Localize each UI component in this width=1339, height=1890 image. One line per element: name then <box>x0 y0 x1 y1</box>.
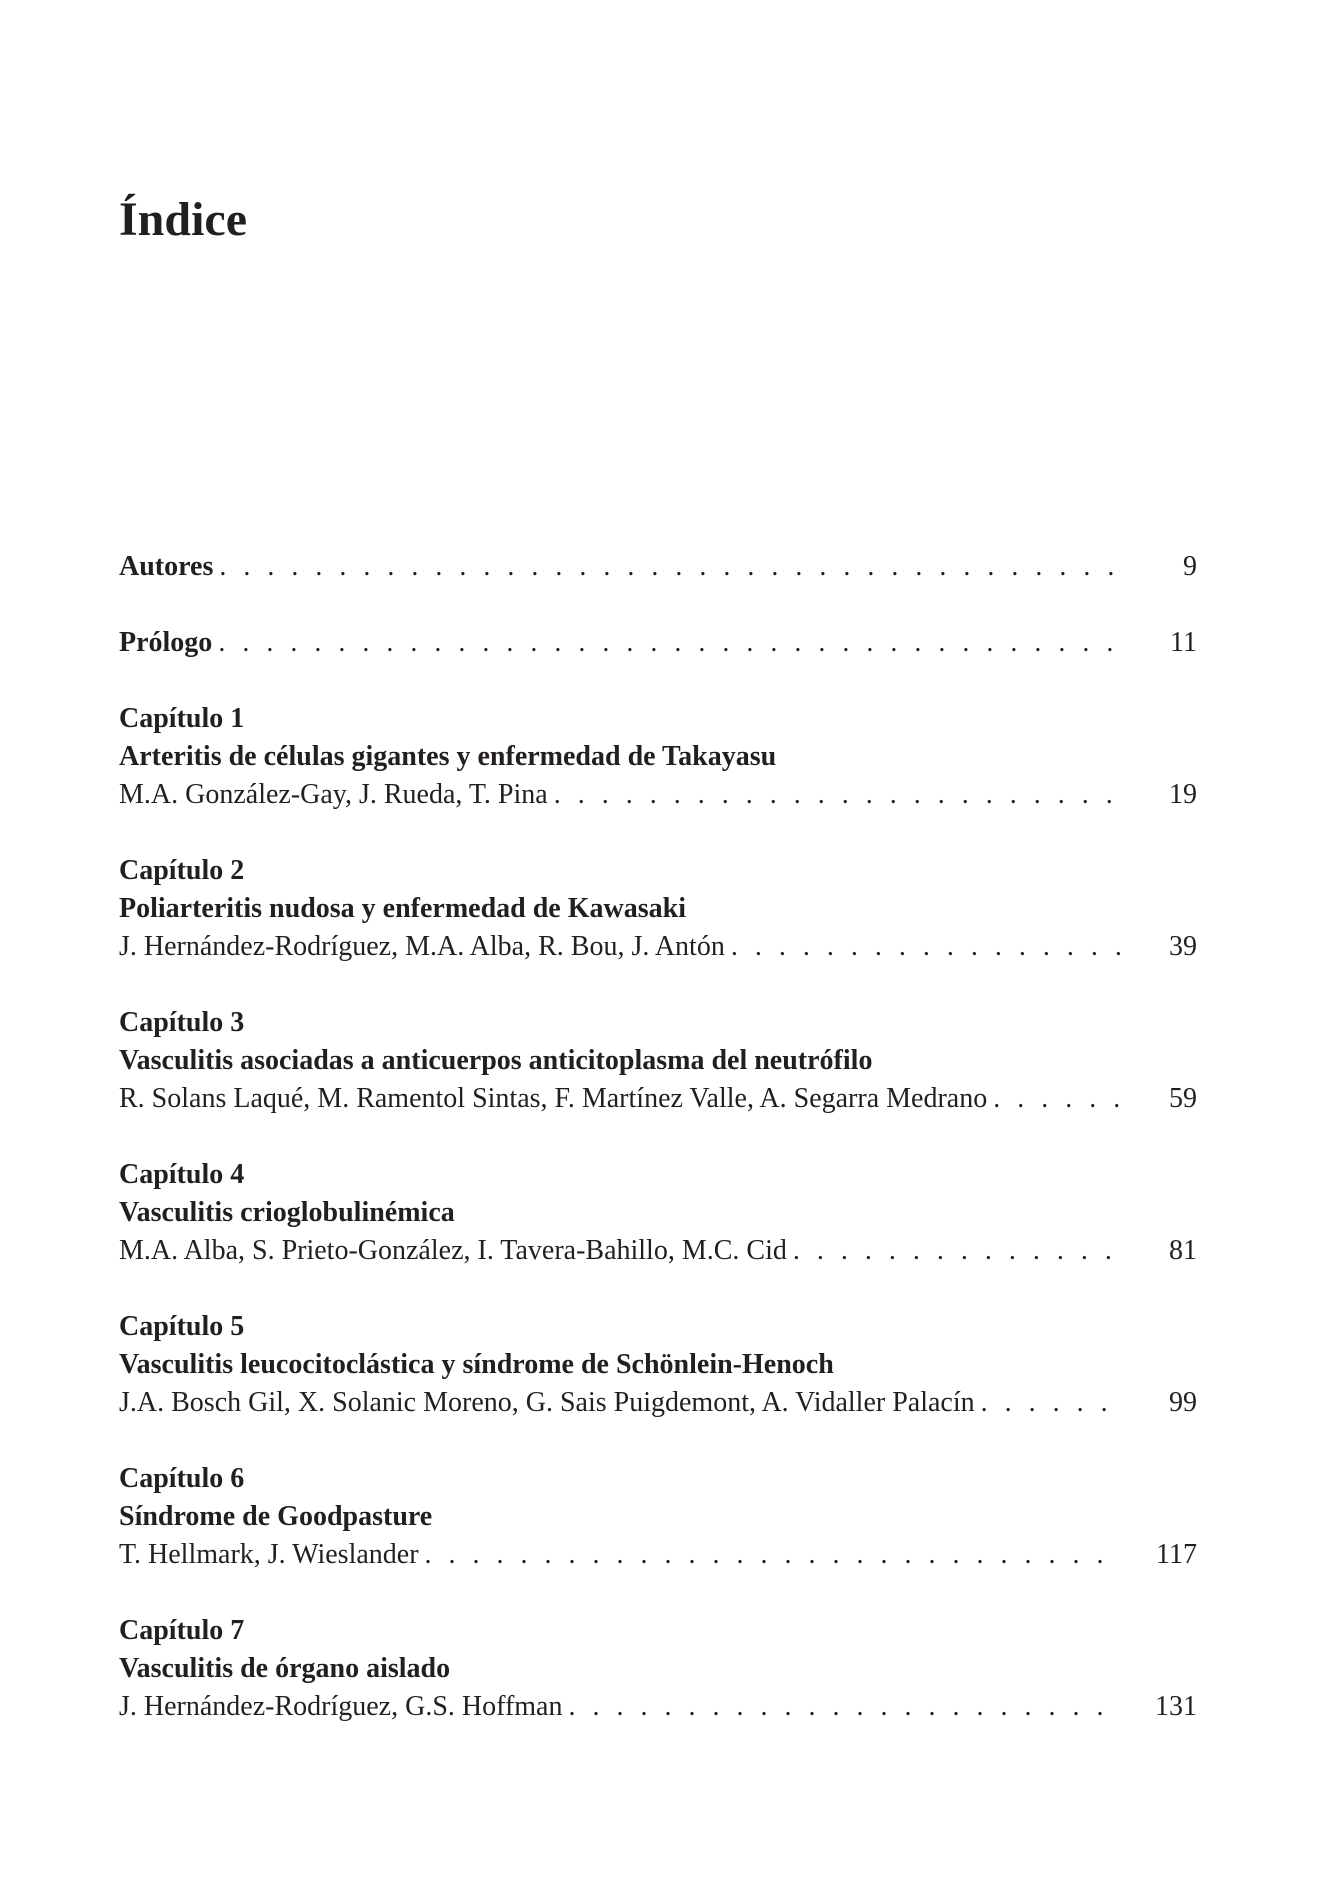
dot-leader <box>218 624 1121 662</box>
toc-entry-label: Autores <box>119 551 214 582</box>
toc-entry-autores[interactable] <box>119 548 1197 586</box>
dot-leader <box>568 1688 1121 1726</box>
dot-leader <box>425 1536 1121 1574</box>
chapter-authors: R. Solans Laqué, M. Ramentol Sintas, F. Martínez Valle, A. Segarra Medrano <box>119 1083 988 1114</box>
chapter-authors: J. Hernández-Rodríguez, G.S. Hoffman <box>119 1691 563 1722</box>
chapter-title: Vasculitis leucocitoclástica y síndrome de Schönlein-Henoch <box>119 1349 834 1380</box>
toc-chapter-3[interactable] <box>119 1004 1197 1118</box>
chapter-title: Vasculitis crioglobulinémica <box>119 1197 455 1228</box>
toc-entry-label: Prólogo <box>119 627 213 658</box>
toc-page-number: 39 <box>1169 931 1197 962</box>
chapter-title: Vasculitis asociadas a anticuerpos anticitoplasma del neutrófilo <box>119 1045 873 1076</box>
chapter-authors: M.A. Alba, S. Prieto-González, I. Tavera-Bahillo, M.C. Cid <box>119 1235 787 1266</box>
chapter-title: Arteritis de células gigantes y enfermedad de Takayasu <box>119 741 777 772</box>
dot-leader <box>554 776 1121 814</box>
chapter-number: Capítulo 7 <box>119 1615 245 1646</box>
dot-leader <box>793 1232 1121 1270</box>
chapter-authors: M.A. González-Gay, J. Rueda, T. Pina <box>119 779 548 810</box>
toc-entry-prologo[interactable] <box>119 624 1197 662</box>
toc-page-number: 81 <box>1169 1235 1197 1266</box>
dot-leader <box>981 1384 1121 1422</box>
toc-chapter-7[interactable] <box>119 1612 1197 1726</box>
page-title: Índice <box>119 193 248 246</box>
toc-page-number: 117 <box>1156 1539 1197 1570</box>
dot-leader <box>219 548 1121 586</box>
chapter-title: Síndrome de Goodpasture <box>119 1501 433 1532</box>
chapter-authors: T. Hellmark, J. Wieslander <box>119 1539 419 1570</box>
chapter-number: Capítulo 3 <box>119 1007 245 1038</box>
toc-page-number: 59 <box>1169 1083 1197 1114</box>
toc-chapter-5[interactable] <box>119 1308 1197 1422</box>
toc-page-number: 9 <box>1183 551 1197 582</box>
toc-page-number: 11 <box>1170 627 1197 658</box>
chapter-title: Vasculitis de órgano aislado <box>119 1653 451 1684</box>
toc-chapter-4[interactable] <box>119 1156 1197 1270</box>
dot-leader <box>993 1080 1121 1118</box>
chapter-number: Capítulo 4 <box>119 1159 245 1190</box>
chapter-authors: J.A. Bosch Gil, X. Solanic Moreno, G. Sais Puigdemont, A. Vidaller Palacín <box>119 1387 975 1418</box>
toc-chapter-2[interactable] <box>119 852 1197 966</box>
toc-chapter-6[interactable] <box>119 1460 1197 1574</box>
chapter-number: Capítulo 5 <box>119 1311 245 1342</box>
chapter-number: Capítulo 6 <box>119 1463 245 1494</box>
toc-page-number: 99 <box>1169 1387 1197 1418</box>
dot-leader <box>731 928 1121 966</box>
chapter-number: Capítulo 1 <box>119 703 245 734</box>
toc-chapter-1[interactable] <box>119 700 1197 814</box>
toc-page-number: 19 <box>1169 779 1197 810</box>
chapter-number: Capítulo 2 <box>119 855 245 886</box>
chapter-authors: J. Hernández-Rodríguez, M.A. Alba, R. Bou, J. Antón <box>119 931 725 962</box>
chapter-title: Poliarteritis nudosa y enfermedad de Kawasaki <box>119 893 686 924</box>
table-of-contents <box>119 548 1197 1764</box>
toc-page-number: 131 <box>1155 1691 1197 1722</box>
